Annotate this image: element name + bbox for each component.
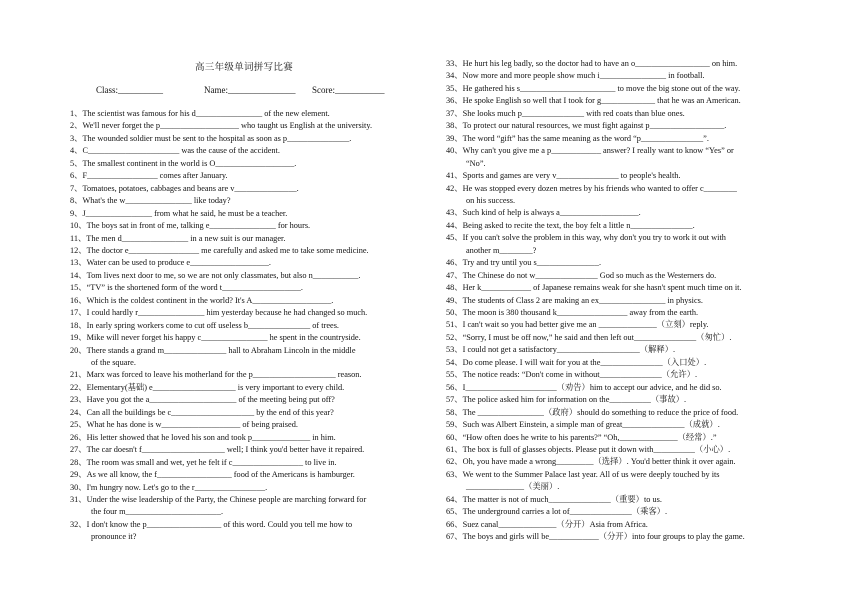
question-item (446, 208, 641, 218)
question-continuation: ______________（美丽）. (466, 482, 560, 492)
question-continuation: another m________? (466, 245, 537, 255)
question-number: 46、 (446, 258, 463, 268)
question-number: 42、 (446, 183, 463, 193)
question-item (70, 308, 367, 318)
question-text: Marx was forced to leave his motherland for the p____________________ reason. (86, 370, 362, 380)
question-number: 3、 (70, 133, 83, 143)
question-number: 38、 (446, 121, 463, 131)
question-text: He was stopped every dozen metres by his friends who wanted to offer c________ (462, 183, 737, 193)
question-number: 35、 (446, 83, 463, 93)
question-text: Mike will never forget his happy c________________ he spent in the countryside. (86, 333, 361, 343)
question-continuation: “No”. (466, 158, 486, 168)
question-item (70, 458, 337, 468)
question-text: Tom lives next door to me, so we are not only classmates, but also n___________. (86, 270, 361, 280)
question-item (70, 146, 280, 156)
question-text: J________________ from what he said, he must be a teacher. (82, 208, 288, 218)
question-text: Oh, you have made a wrong_________（选择）. You'd better think it over again. (462, 457, 736, 467)
question-item (70, 134, 351, 144)
question-number: 49、 (446, 295, 463, 305)
question-number: 56、 (446, 382, 463, 392)
question-item (446, 495, 662, 505)
question-text: The boys and girls will be____________（分开）into four groups to play the game. (462, 532, 745, 542)
question-number: 52、 (446, 332, 463, 342)
question-text: “Sorry, I must be off now,” he said and then left out_______________（匆忙）. (462, 332, 732, 342)
question-text: I'm hungry now. Let's go to the r_________________. (86, 482, 268, 492)
question-text: Her k____________ of Japanese remains weak for she hasn't spent much time on it. (462, 283, 742, 293)
question-continuation: of the square. (91, 358, 136, 367)
question-item (446, 333, 731, 343)
question-number: 5、 (70, 158, 83, 168)
question-item (446, 395, 686, 405)
question-text: The scientist was famous for his d________________ of the new element. (82, 109, 330, 118)
question-number: 20、 (70, 345, 87, 355)
worksheet-title: 高三年级单词拼写比赛 (195, 63, 294, 73)
question-item (446, 420, 720, 430)
question-item (70, 370, 362, 380)
question-number: 21、 (70, 370, 87, 380)
question-number: 10、 (70, 221, 87, 231)
question-text: The matter is not of much_______________（重要）to us. (462, 494, 662, 504)
question-number: 62、 (446, 457, 463, 467)
question-text: Such was Albert Einstein, a simple man of great_______________（成就）. (462, 420, 720, 430)
question-number: 25、 (70, 420, 87, 430)
question-text: “TV” is the shortened form of the word t___________________. (86, 283, 303, 293)
question-item (70, 433, 336, 443)
question-text: The moon is 380 thousand k_________________ away from the earth. (462, 308, 699, 317)
question-item (70, 234, 285, 244)
question-continuation: pronounce it? (91, 532, 137, 542)
question-item (446, 271, 716, 281)
question-number: 26、 (70, 432, 87, 442)
question-number: 4、 (70, 146, 83, 156)
question-item (446, 121, 726, 131)
question-text: He gathered his s_______________________ to move the big stone out of the way. (462, 83, 741, 93)
question-item (446, 445, 730, 455)
question-text: The wounded soldier must be sent to the hospital as soon as p_______________. (82, 133, 352, 143)
question-text: Which is the coldest continent in the world? It's A___________________. (86, 295, 334, 305)
question-text: The box is full of glasses objects. Please put it down with__________（小心）. (462, 444, 731, 454)
question-text: What's the w________________ like today? (82, 196, 231, 206)
question-number: 12、 (70, 245, 87, 255)
question-text: The car doesn't f____________________ well; I think you'd better have it repaired. (86, 445, 365, 455)
question-text: The police asked him for information on the__________（事故）. (462, 395, 687, 405)
question-number: 64、 (446, 494, 463, 504)
question-text: In early spring workers come to cut off useless b_______________ of trees. (86, 320, 339, 330)
score-field: Score:___________ (312, 85, 385, 95)
question-item (446, 358, 706, 368)
question-item (446, 345, 675, 355)
question-item (446, 370, 697, 380)
question-text: Such kind of help is always a___________________. (462, 208, 641, 218)
question-item (446, 184, 737, 194)
question-text: Water can be used to produce e___________________. (86, 258, 271, 268)
question-number: 17、 (70, 308, 87, 318)
question-number: 7、 (70, 183, 83, 193)
question-text: F_________________ comes after January. (82, 171, 228, 181)
question-item (446, 320, 709, 330)
question-text: The word “gift” has the same meaning as the word “p_______________”. (462, 133, 709, 143)
question-text: The men d________________ in a new suit is our manager. (86, 233, 286, 243)
question-item (70, 296, 333, 306)
question-text: Can all the buildings be c____________________ by the end of this year? (86, 407, 334, 417)
question-number: 60、 (446, 432, 463, 442)
question-text: We went to the Summer Palace last year. All of us were deeply touched by its (462, 469, 720, 479)
question-number: 23、 (70, 395, 87, 405)
question-text: I______________________（劝告）him to accept our advice, and he did so. (462, 382, 722, 392)
question-text: “How often does he write to his parents?” “Oh,______________（经常）.” (462, 432, 717, 442)
question-item (70, 333, 361, 343)
question-number: 18、 (70, 320, 87, 330)
question-item (446, 221, 695, 231)
question-number: 67、 (446, 532, 463, 542)
question-text: She looks much p_______________ with red coats than blue ones. (462, 108, 685, 118)
question-number: 24、 (70, 407, 87, 417)
question-number: 63、 (446, 469, 463, 479)
question-text: The doctor e_________________ me carefully and asked me to take some medicine. (86, 245, 369, 255)
question-text: Suez canal______________（分开）Asia from Africa. (462, 519, 648, 529)
question-item (70, 408, 334, 418)
question-item (70, 246, 369, 256)
question-item (446, 470, 720, 480)
question-number: 61、 (446, 444, 463, 454)
question-text: I don't know the p__________________ of this word. Could you tell me how to (86, 519, 353, 529)
question-text: The room was small and wet, yet he felt if c_________________ to live in. (86, 457, 337, 467)
question-continuation: the four m_______________________. (91, 507, 224, 517)
question-number: 41、 (446, 171, 463, 181)
question-text: I could hardly r________________ him yesterday because he had changed so much. (86, 308, 368, 318)
question-number: 45、 (446, 233, 463, 243)
question-text: The smallest continent in the world is O___________________. (82, 158, 297, 168)
question-number: 66、 (446, 519, 463, 529)
class-field: Class:__________ (96, 85, 164, 95)
question-number: 29、 (70, 470, 87, 480)
question-number: 9、 (70, 208, 83, 218)
question-text: Under the wise leadership of the Party, the Chinese people are marching forward for (86, 494, 367, 504)
question-text: We'll never forget the p___________________ who taught us English at the university. (82, 121, 373, 131)
question-number: 11、 (70, 233, 87, 243)
question-item (446, 109, 685, 119)
question-text: Elementary(基础) e____________________ is very important to every child. (86, 382, 345, 392)
question-item (446, 71, 705, 81)
question-text: C______________________ was the cause of the accident. (82, 146, 280, 156)
question-item (70, 209, 287, 219)
question-item (446, 296, 703, 306)
question-number: 37、 (446, 108, 463, 118)
question-number: 27、 (70, 445, 87, 455)
question-item (70, 383, 344, 393)
question-number: 13、 (70, 258, 87, 268)
question-item (446, 383, 722, 393)
question-item (70, 395, 335, 405)
question-item (446, 146, 734, 156)
question-text: If you can't solve the problem in this way, why don't you try to work it out with (462, 233, 726, 243)
question-text: The notice reads: “Don't come in without_______________（允许）. (462, 370, 698, 380)
question-number: 22、 (70, 382, 87, 392)
question-number: 65、 (446, 507, 463, 517)
question-text: His letter showed that he loved his son and took p______________ in him. (86, 432, 336, 442)
question-item (70, 346, 356, 356)
question-number: 6、 (70, 171, 83, 181)
question-item (70, 321, 339, 331)
question-item (446, 408, 738, 418)
question-number: 36、 (446, 96, 463, 106)
question-item (70, 196, 231, 206)
question-number: 19、 (70, 333, 87, 343)
question-number: 15、 (70, 283, 87, 293)
question-item (70, 171, 228, 181)
question-item (70, 283, 303, 293)
question-item (70, 470, 355, 480)
question-item (70, 109, 330, 119)
question-text: Do come please. I will wait for you at the_______________（入口处）. (462, 357, 707, 367)
question-number: 31、 (70, 494, 87, 504)
question-number: 58、 (446, 407, 463, 417)
question-item (446, 507, 667, 517)
question-number: 54、 (446, 357, 463, 367)
question-text: He spoke English so well that I took for g_____________ that he was an American. (462, 96, 741, 106)
question-text: The boys sat in front of me, talking e________________ for hours. (86, 221, 311, 231)
question-item (70, 121, 372, 131)
question-item (446, 457, 736, 467)
question-number: 57、 (446, 395, 463, 405)
question-text: I could not get a satisfactory____________________（解释）. (462, 345, 676, 355)
question-text: The Chinese do not w_______________ God so much as the Westerners do. (462, 270, 717, 280)
question-number: 43、 (446, 208, 463, 218)
question-number: 50、 (446, 308, 463, 317)
question-text: Tomatoes, potatoes, cabbages and beans are v_______________. (82, 183, 299, 193)
question-text: There stands a grand m_______________ hall to Abraham Lincoln in the middle (86, 345, 356, 355)
question-number: 16、 (70, 295, 87, 305)
question-text: Try and try until you s_______________. (462, 258, 602, 268)
question-number: 34、 (446, 71, 463, 81)
question-item (70, 271, 360, 281)
question-number: 2、 (70, 121, 83, 131)
question-number: 53、 (446, 345, 463, 355)
question-item (446, 283, 742, 293)
question-item (446, 532, 745, 542)
question-number: 40、 (446, 146, 463, 156)
question-item (446, 84, 740, 94)
question-text: The students of Class 2 are making an ex________________ in physics. (462, 295, 703, 305)
question-item (70, 184, 299, 194)
question-text: What he has done is w___________________ of being praised. (86, 420, 298, 430)
question-number: 51、 (446, 320, 463, 330)
question-item (70, 520, 352, 530)
question-item (446, 258, 601, 268)
question-item (70, 445, 364, 455)
name-field: Name:_______________ (204, 85, 296, 95)
question-text: Why can't you give me a p____________ answer? I really want to know “Yes” or (462, 146, 734, 156)
question-item (70, 159, 296, 169)
question-number: 33、 (446, 59, 463, 68)
question-text: I can't wait so you had better give me an ______________（立刻）reply. (462, 320, 709, 330)
question-text: Being asked to recite the text, the boy felt a little n_______________. (462, 220, 695, 230)
question-text: As we all know, the f__________________ food of the Americans is hamburger. (86, 470, 355, 480)
question-item (446, 520, 648, 530)
question-item (70, 420, 298, 430)
question-number: 30、 (70, 482, 87, 492)
question-number: 59、 (446, 420, 463, 430)
question-item (446, 171, 680, 181)
question-item (70, 258, 271, 268)
question-number: 47、 (446, 270, 463, 280)
question-number: 8、 (70, 196, 83, 206)
question-item (70, 221, 310, 231)
question-number: 1、 (70, 109, 83, 118)
question-text: Now more and more people show much i________________ in football. (462, 71, 705, 81)
question-item (70, 495, 366, 505)
question-text: He hurt his leg badly, so the doctor had to have an o__________________ on him. (462, 59, 738, 68)
question-item (446, 96, 741, 106)
question-number: 48、 (446, 283, 463, 293)
question-item (446, 134, 709, 144)
question-continuation: on his success. (466, 195, 516, 205)
question-number: 44、 (446, 220, 463, 230)
question-text: The underground carries a lot of_______________（乘客）. (462, 507, 668, 517)
question-item (70, 483, 267, 493)
question-number: 39、 (446, 133, 463, 143)
question-item (446, 233, 726, 243)
question-item (446, 433, 717, 443)
question-number: 32、 (70, 519, 87, 529)
question-text: Sports and games are very v_______________ to people's health. (462, 171, 681, 181)
question-text: The ________________（政府）should do something to reduce the price of food. (462, 407, 739, 417)
question-number: 14、 (70, 270, 87, 280)
question-text: Have you got the a_____________________ of the meeting being put off? (86, 395, 335, 405)
question-number: 28、 (70, 457, 87, 467)
question-text: To protect our natural resources, we must fight against p__________________. (462, 121, 727, 131)
question-number: 55、 (446, 370, 463, 380)
question-item (446, 308, 698, 318)
question-item (446, 59, 737, 69)
